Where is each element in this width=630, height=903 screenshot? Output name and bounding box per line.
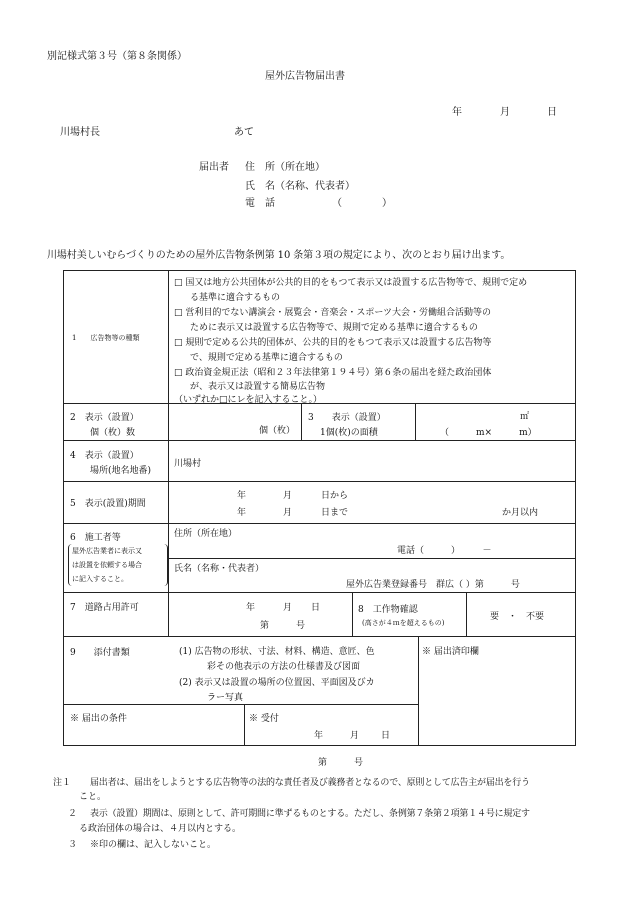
section1-option-1[interactable]: □ 国又は地方公共団体が公共的目的をもつて表示又は設置する広告物等で、規則で定め bbox=[174, 278, 528, 288]
section6-note-2: は設置を依頼する場合 bbox=[72, 561, 142, 569]
section6-note-1: 屋外広告業者に表示又 bbox=[72, 547, 142, 555]
note-1-line1: 届出者は、届出をしようとする広告物等の法的な責任者及び義務者となるので、原則として広告主が届出を行う bbox=[90, 778, 530, 788]
section3-label: 3 表示（設置） bbox=[308, 413, 386, 423]
section7-year[interactable]: 年 bbox=[246, 603, 256, 613]
section1-option-1-cont: る基準に適合するもの bbox=[190, 293, 281, 303]
reception-day[interactable]: 日 bbox=[381, 731, 391, 741]
section7-number[interactable]: 第 号 bbox=[260, 621, 306, 631]
date-year[interactable]: 年 bbox=[452, 107, 462, 118]
section6-label: 6 施工者等 bbox=[70, 533, 121, 543]
note-2-line2: る政治団体の場合は、４月以内とする。 bbox=[79, 824, 242, 834]
section8-sub: (高さが４ｍを超えるもの) bbox=[362, 619, 445, 627]
notes-title: 注１ bbox=[53, 778, 72, 788]
col-divider bbox=[301, 403, 302, 440]
section5-to-month[interactable]: 月 bbox=[283, 508, 293, 518]
reception-year[interactable]: 年 bbox=[314, 731, 324, 741]
reception-month[interactable]: 月 bbox=[350, 731, 360, 741]
col-divider bbox=[352, 592, 353, 636]
section9-item-2-cont: ラー写真 bbox=[207, 693, 244, 703]
col-divider bbox=[415, 403, 416, 440]
applicant-address-label[interactable]: 住 所（所在地） bbox=[245, 162, 325, 173]
date-day[interactable]: 日 bbox=[547, 107, 557, 118]
applicant-name-label[interactable]: 氏 名（名称、代表者） bbox=[245, 181, 355, 192]
section1-note: （いずれか□にレを記入すること。） bbox=[174, 395, 323, 405]
section4-label-2: 場所(地名地番) bbox=[90, 466, 152, 476]
row-divider bbox=[63, 481, 576, 482]
row-divider bbox=[63, 440, 576, 441]
section2-label: 2 表示（設置） bbox=[70, 413, 139, 423]
col-divider bbox=[466, 592, 467, 636]
section3-area-unit[interactable]: ㎡ bbox=[520, 412, 530, 422]
section5-to-day[interactable]: 日まで bbox=[321, 508, 349, 518]
section8-value[interactable]: 要 ・ 不要 bbox=[490, 612, 545, 622]
section5-from-year[interactable]: 年 bbox=[237, 491, 247, 501]
section5-months[interactable]: か月以内 bbox=[502, 508, 539, 518]
form-number: 別記様式第３号（第８条関係） bbox=[47, 51, 187, 62]
applicant-label: 届出者 bbox=[199, 162, 229, 173]
conditions-label: ※ 届出の条件 bbox=[70, 714, 127, 724]
row-divider bbox=[63, 523, 576, 524]
section9-item-1[interactable]: (1) 広告物の形状、寸法、材料、構造、意匠、色 bbox=[179, 647, 375, 657]
section1-option-4-cont: が、表示又は設置する簡易広告物 bbox=[190, 382, 326, 392]
section6-address-label[interactable]: 住所（所在地） bbox=[174, 529, 238, 539]
section5-to-year[interactable]: 年 bbox=[237, 508, 247, 518]
row-divider bbox=[63, 636, 576, 637]
col-divider bbox=[418, 636, 419, 746]
section6-phone[interactable]: 電話（ ） － bbox=[397, 546, 492, 556]
section7-day[interactable]: 日 bbox=[311, 603, 321, 613]
row-divider bbox=[63, 592, 576, 593]
section1-option-2[interactable]: □ 営利目的でない講演会・展覧会・音楽会・スポーツ大会・労働組合活動等の bbox=[174, 308, 492, 318]
addressee: 川場村長 bbox=[60, 127, 100, 138]
section3-label-2: 1個(枚)の面積 bbox=[320, 428, 378, 438]
section9-item-2[interactable]: (2) 表示又は設置の場所の位置図、平面図及びカ bbox=[179, 678, 375, 688]
section9-label: 9 添付書類 bbox=[70, 648, 130, 658]
section5-label: 5 表示(設置)期間 bbox=[70, 499, 146, 509]
section1-option-3-cont: で、規則で定める基準に適合するもの bbox=[190, 353, 343, 363]
reception-label: ※ 受付 bbox=[249, 714, 279, 724]
reception-number[interactable]: 第 号 bbox=[318, 758, 364, 768]
note-3-line1: ※印の欄は、記入しないこと。 bbox=[90, 840, 217, 850]
receipt-stamp-label: ※ 届出済印欄 bbox=[422, 647, 479, 657]
note-1-line2: こと。 bbox=[79, 792, 107, 802]
section5-from-day[interactable]: 日から bbox=[321, 491, 349, 501]
applicant-phone-close: ） bbox=[382, 198, 392, 209]
addressee-suffix: あて bbox=[234, 127, 254, 138]
section4-label: 4 表示（設置） bbox=[70, 451, 139, 461]
section1-option-3[interactable]: □ 規則で定める公共的団体が、公共的目的をもつて表示又は設置する広告物等 bbox=[174, 338, 492, 348]
section4-value[interactable]: 川場村 bbox=[174, 459, 202, 469]
col-divider bbox=[244, 704, 245, 746]
section6-note-3: に記入すること。 bbox=[72, 575, 128, 583]
section1-label: 1 広告物等の種類 bbox=[72, 334, 140, 342]
note-3-num: ３ bbox=[68, 840, 78, 850]
section1-option-4[interactable]: □ 政治資金規正法（昭和２３年法律第１９４号）第６条の届出を経た政治団体 bbox=[174, 368, 492, 378]
intro-text: 川場村美しいむらづくりのための屋外広告物条例第 10 条第３項の規定により、次のとおり届け出ます。 bbox=[47, 250, 511, 261]
section8-label: 8 工作物確認 bbox=[358, 605, 418, 615]
col-divider bbox=[168, 270, 169, 636]
section6-name-label[interactable]: 氏名（名称・代表者） bbox=[174, 564, 265, 574]
section7-month[interactable]: 月 bbox=[283, 603, 293, 613]
section2-label-2: 個（枚）数 bbox=[90, 428, 136, 438]
row-divider bbox=[63, 704, 418, 705]
section6-registration[interactable]: 屋外広告業登録番号 群広（ ）第 号 bbox=[346, 580, 520, 590]
applicant-phone-open: （ bbox=[332, 198, 342, 209]
note-2-num: ２ bbox=[68, 809, 78, 819]
section5-from-month[interactable]: 月 bbox=[283, 491, 293, 501]
section3-dims[interactable]: （ m× m） bbox=[440, 428, 537, 438]
section9-item-1-cont: 彩その他表示の方法の仕様書及び図面 bbox=[207, 662, 361, 672]
section2-unit[interactable]: 個（枚） bbox=[259, 426, 296, 436]
note-2-line1: 表示（設置）期間は、原則として、許可期間に準ずるものとする。ただし、条例第７条第２項第１４号に規定す bbox=[90, 809, 530, 819]
section1-option-2-cont: ために表示又は設置する広告物等で、規則で定める基準に適合するもの bbox=[190, 323, 478, 333]
form-title: 屋外広告物届出書 bbox=[265, 71, 345, 82]
section7-label: 7 道路占用許可 bbox=[70, 603, 139, 613]
date-month[interactable]: 月 bbox=[500, 107, 510, 118]
row-divider bbox=[168, 558, 576, 559]
applicant-phone-label[interactable]: 電 話 bbox=[245, 198, 275, 209]
